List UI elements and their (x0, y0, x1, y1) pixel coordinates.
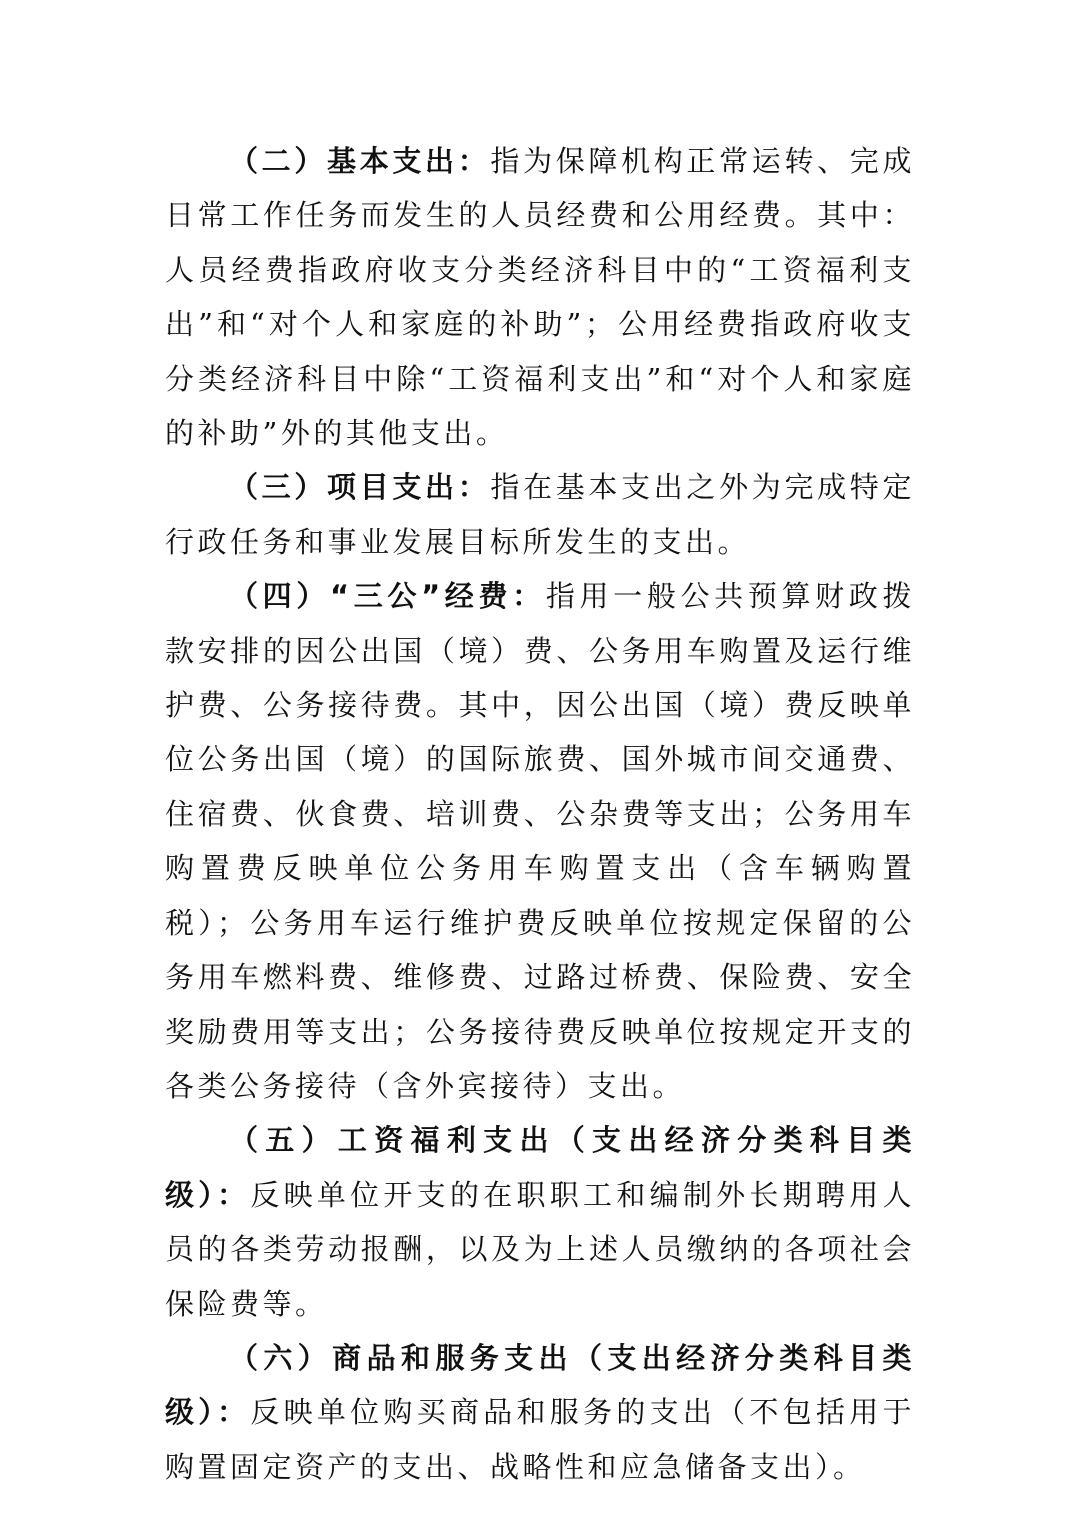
term-wage-welfare: （五）工资福利支出（支出经济分类科目类级）： (165, 1123, 915, 1212)
definition-basic-expenditure: 指为保障机构正常运转、完成日常工作任务而发生的人员经费和公用经费。其中：人员经费指政府收支分类经济科目中的“工资福利支出”和“对个人和家庭的补助”；公用经费指政府收支分类经济科目中除“工资福利支出”和“对个人和家庭的补助”外的其他支出。 (165, 144, 915, 451)
term-three-public-expenses: （四）“三公”经费： (229, 579, 546, 614)
paragraph-basic-expenditure (165, 134, 915, 460)
document-body (165, 134, 915, 1494)
paragraph-three-public-expenses (165, 569, 915, 1113)
term-basic-expenditure: （二）基本支出： (229, 144, 491, 178)
paragraph-goods-services (165, 1331, 915, 1494)
term-project-expenditure: （三）项目支出： (229, 470, 491, 505)
paragraph-project-expenditure (165, 460, 915, 569)
paragraph-wage-welfare (165, 1113, 915, 1331)
term-goods-services: （六）商品和服务支出（支出经济分类科目类级）： (165, 1340, 915, 1430)
definition-project-expenditure: 指在基本支出之外为完成特定行政任务和事业发展目标所发生的支出。 (165, 470, 915, 559)
definition-goods-services: 反映单位购买商品和服务的支出（不包括用于购置固定资产的支出、战略性和应急储备支出）。 (165, 1395, 915, 1484)
definition-three-public-expenses: 指用一般公共预算财政拨款安排的因公出国（境）费、公务用车购置及运行维护费、公务接待费。其中，因公出国（境）费反映单位公务出国（境）的国际旅费、国外城市间交通费、住宿费、伙食费、培训费、公杂费等支出；公务用车购置费反映单位公务用车购置支出（含车辆购置税）；公务用车运行维护费反映单位按规定保留的公务用车燃料费、维修费、过路过桥费、保险费、安全奖励费用等支出；公务接待费反映单位按规定开支的各类公务接待（含外宾接待）支出。 (165, 579, 915, 1103)
definition-wage-welfare: 反映单位开支的在职职工和编制外长期聘用人员的各类劳动报酬，以及为上述人员缴纳的各项社会保险费等。 (165, 1177, 915, 1321)
